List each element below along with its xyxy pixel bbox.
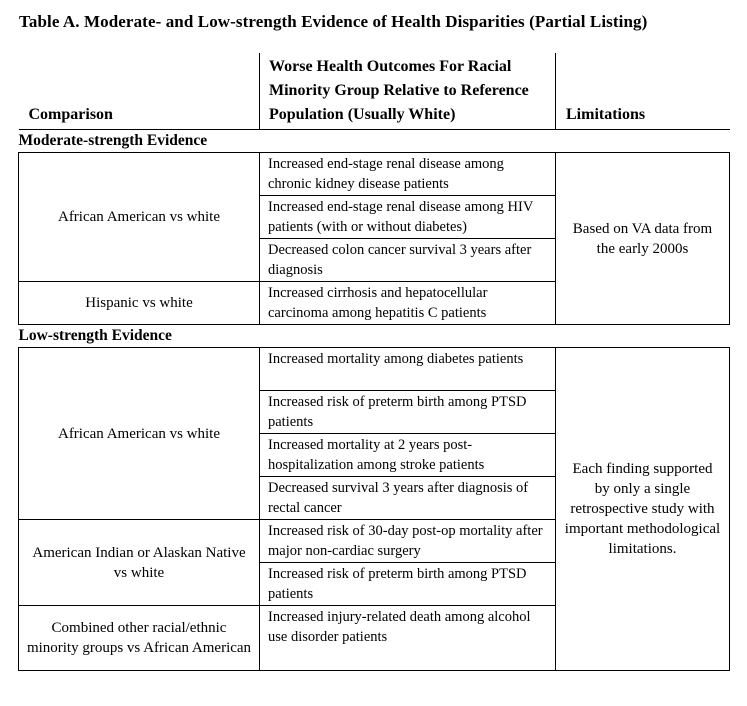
table-row [19, 348, 730, 391]
comparison-cell: Combined other racial/ethnic minority groups vs African American [19, 606, 260, 671]
comparison-cell: American Indian or Alaskan Native vs white [19, 520, 260, 606]
comparison-cell: African American vs white [19, 153, 260, 282]
outcome-cell: Increased mortality at 2 years post-hospitalization among stroke patients [260, 434, 556, 477]
table-row [19, 153, 730, 196]
section-heading: Moderate-strength Evidence [19, 130, 730, 153]
outcome-cell: Increased mortality among diabetes patients [260, 348, 556, 391]
comparison-cell: African American vs white [19, 348, 260, 520]
column-header-outcomes: Worse Health Outcomes For Racial Minority Group Relative to Reference Population (Usually White) [260, 53, 556, 130]
section-heading: Low-strength Evidence [19, 325, 730, 348]
column-header-comparison: Comparison [19, 53, 260, 130]
outcome-cell: Increased risk of preterm birth among PTSD patients [260, 563, 556, 606]
section-row-moderate [19, 130, 730, 153]
table-header-row [19, 53, 730, 130]
outcome-cell: Increased cirrhosis and hepatocellular carcinoma among hepatitis C patients [260, 282, 556, 325]
outcome-cell: Increased risk of preterm birth among PTSD patients [260, 391, 556, 434]
outcome-cell: Increased end-stage renal disease among chronic kidney disease patients [260, 153, 556, 196]
outcome-cell: Increased end-stage renal disease among HIV patients (with or without diabetes) [260, 196, 556, 239]
section-row-low [19, 325, 730, 348]
outcome-cell: Increased injury-related death among alcohol use disorder patients [260, 606, 556, 671]
comparison-cell: Hispanic vs white [19, 282, 260, 325]
limitations-cell: Each finding supported by only a single retrospective study with important methodological limitations. [556, 348, 730, 671]
disparities-table [18, 53, 730, 671]
outcome-cell: Decreased survival 3 years after diagnosis of rectal cancer [260, 477, 556, 520]
limitations-cell: Based on VA data from the early 2000s [556, 153, 730, 325]
outcome-cell: Decreased colon cancer survival 3 years after diagnosis [260, 239, 556, 282]
column-header-limitations: Limitations [566, 106, 646, 123]
table-title: Table A. Moderate- and Low-strength Evidence of Health Disparities (Partial Listing) [19, 12, 648, 31]
outcome-cell: Increased risk of 30-day post-op mortality after major non-cardiac surgery [260, 520, 556, 563]
